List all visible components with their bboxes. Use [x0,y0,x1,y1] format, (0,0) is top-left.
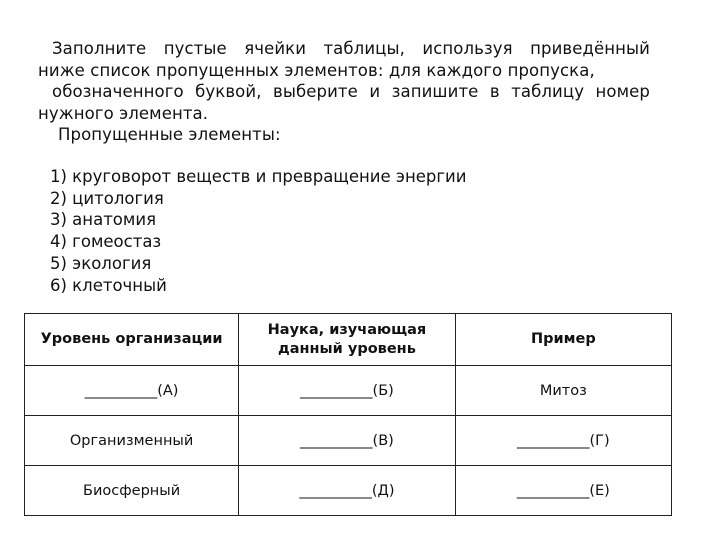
header-level: Уровень организации [25,314,239,366]
header-science: Наука, изучающая данный уровень [239,314,456,366]
instruction-line: ниже список пропущенных элементов: для каждого пропуска, [38,60,595,80]
table-cell: __________(Е) [455,466,671,516]
list-item: 1) круговорот веществ и превращение энергии [50,167,467,186]
table-row [25,416,672,466]
list-item: 5) экология [50,253,152,273]
table-row [25,366,672,416]
header-example: Пример [455,314,671,366]
table-cell: __________(Б) [239,366,456,416]
list-item: 4) гомеостаз [50,232,162,252]
answer-table [24,313,672,516]
table-header-row [25,314,672,366]
instruction-line: нужного элемента. [38,103,209,123]
table-cell: Организменный [25,416,239,466]
table-cell: __________(В) [239,416,456,466]
table-row [25,466,672,516]
missing-elements-heading: Пропущенные элементы: [58,125,281,144]
table-cell: __________(Г) [455,416,671,466]
table-cell: __________(Д) [239,466,456,516]
instruction-line: обозначенного буквой, выберите и запишите в таблицу номер [52,82,650,101]
list-item: 6) клеточный [50,275,167,295]
list-item: 2) цитология [50,188,164,208]
list-item: 3) анатомия [50,210,156,230]
instruction-line: Заполните пустые ячейки таблицы, используя приведённый [52,39,650,58]
table-cell: __________(А) [25,366,239,416]
task-instructions [38,38,650,146]
table-cell: Митоз [455,366,671,416]
table-cell: Биосферный [25,466,239,516]
missing-elements-list [50,166,467,296]
